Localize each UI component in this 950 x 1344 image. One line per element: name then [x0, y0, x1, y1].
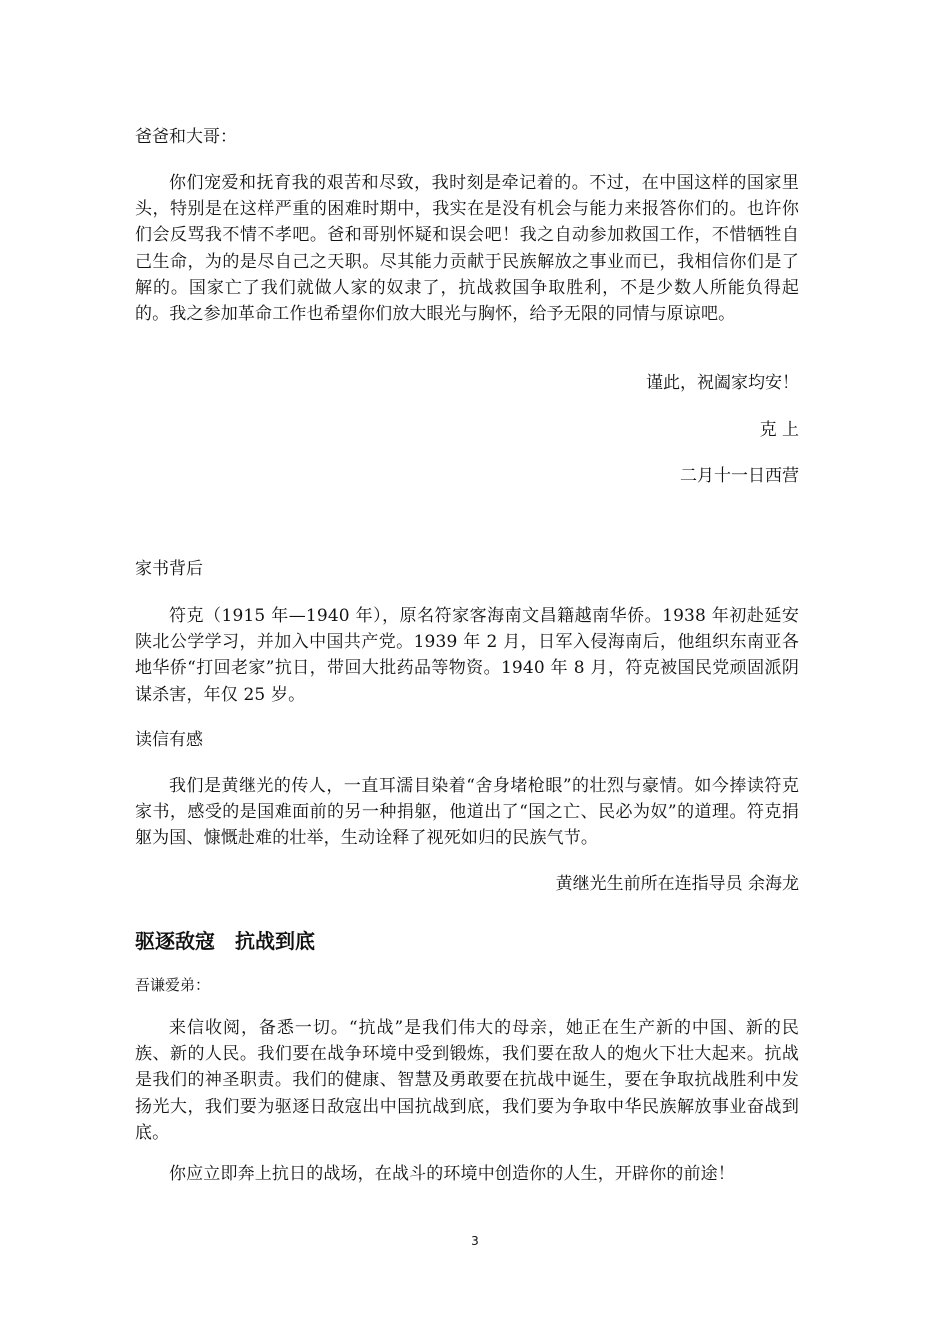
- reflection-body: 我们是黄继光的传人，一直耳濡目染着“舍身堵枪眼”的壮烈与豪情。如今捧读符克家书，感受的是国难面前的另一种捐躯，他道出了“国之亡、民必为奴”的道理。符克捐躯为国、慷慨赴难的壮举，生动诠释了视死如归的民族气节。: [135, 776, 799, 849]
- letter1-closing: 谨此，祝阖家均安！: [646, 373, 799, 393]
- letter2-title: 驱逐敌寇 抗战到底: [135, 929, 315, 953]
- background-heading: 家书背后: [135, 559, 203, 579]
- letter1-date: 二月十一日西营: [680, 466, 799, 486]
- letter2-body-paragraph-1: 来信收阅，备悉一切。“抗战”是我们伟大的母亲，她正在生产新的中国、新的民族、新的人民。我们要在战争环境中受到锻炼，我们要在敌人的炮火下壮大起来。抗战是我们的神圣职责。我们的健康、智慧及勇敢要在抗战中诞生，要在争取抗战胜利中发扬光大，我们要为驱逐日敌寇出中国抗战到底，我们要为争取中华民族解放事业奋战到底。: [135, 1018, 799, 1143]
- letter2-salutation: 吾谦爱弟：: [135, 976, 211, 994]
- reflection-author: 黄继光生前所在连指导员 余海龙: [555, 874, 799, 894]
- letter1-body: 你们宠爱和抚育我的艰苦和尽致，我时刻是牵记着的。不过，在中国这样的国家里头，特别是在这样严重的困难时期中，我实在是没有机会与能力来报答你们的。也许你们会反骂我不情不孝吧。爸和哥别怀疑和误会吧！我之自动参加救国工作，不惜牺牲自己生命，为的是尽自己之天职。尽其能力贡献于民族解放之事业而已，我相信你们是了解的。国家亡了我们就做人家的奴隶了，抗战救国争取胜利，不是少数人所能负得起的。我之参加革命工作也希望你们放大眼光与胸怀，给予无限的同情与原谅吧。: [135, 173, 799, 325]
- reflection-heading: 读信有感: [135, 730, 203, 750]
- document-page: [135, 0, 799, 1344]
- page-number: 3: [471, 1234, 479, 1248]
- letter2-body-paragraph-2: 你应立即奔上抗日的战场，在战斗的环境中创造你的人生，开辟你的前途！: [169, 1164, 735, 1184]
- background-body: 符克（1915 年—1940 年），原名符家客海南文昌籍越南华侨。1938 年初赴延安陕北公学学习，并加入中国共产党。1939 年 2 月，日军入侵海南后，他组织东南亚各地华侨“打回老家”抗日，带回大批药品等物资。1940 年 8 月，符克被国民党顽固派阴谋杀害，年仅 25 岁。: [135, 606, 799, 705]
- letter1-signature: 克 上: [759, 420, 799, 440]
- letter1-salutation: 爸爸和大哥：: [135, 127, 237, 147]
